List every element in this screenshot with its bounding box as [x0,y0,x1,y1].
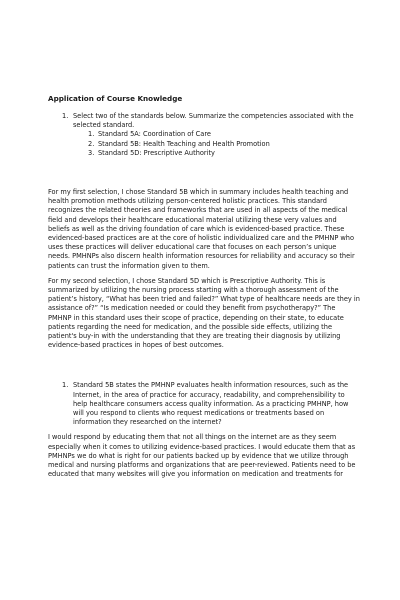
standard-label: Standard 5D: Prescriptive Authority [98,148,215,157]
question-1-text: Select two of the standards below. Summarize the competencies associated with the selected standard. [73,112,354,130]
question-1-prompt [62,112,360,130]
standard-number: 2. [88,139,95,148]
question-1-number: 1. [62,112,69,120]
standard-label: Standard 5B: Health Teaching and Health Promotion [98,139,270,148]
question-1 [62,112,360,158]
standard-number: 1. [88,130,95,139]
standard-label: Standard 5A: Coordination of Care [98,130,211,139]
standard-item [88,140,360,149]
answer-paragraph-internet-response: I would respond by educating them that not all things on the internet are as they seem especially when it comes to utilizing evidence-based practices. I would educate them that as PMHNPs we do what is right for our patients backed up by evidence that we utilize through medical and nursing platforms and organizations that are peer-reviewed. Patients need to be educated that many websites will give you information on medication and treatments for [48,433,356,479]
standard-item [88,149,360,158]
standards-list [62,130,360,158]
answer-paragraph-first-selection: For my first selection, I chose Standard 5B which in summary includes health teaching and health promotion methods utilizing person-centered holistic practices. This standard recognizes the related theories and frameworks that are used in all aspects of the medical field and develops their healthcare educational material utilizing these very values and beliefs as well as the driving foundation of care which is evidenced-based practice. These evidenced-based practices are at the core of holistic individualized care and the PMHNP who uses these practices will deliver educational care that focuses on each person’s unique needs. PMHNPs also discern health information resources for reliability and accuracy so their patients can trust the information given to them. [48,188,355,270]
question-2-number: 1. [62,381,69,390]
answer-paragraph-second-selection: For my second selection, I chose Standard 5D which is Prescriptive Authority. This is summarized by utilizing the nursing process starting with a thorough assessment of the patient’s history, “What has been tried and failed?” What type of healthcare needs are they in assistance of?” “Is medication needed or could they benefit from psychotherapy?” The PMHNP in this standard uses their scope of practice, depending on their state, to educate patients regarding the need for medication, and the possible side effects, utilizing the patient's buy-in with the understanding that they are treating their diagnosis by utilizing evidence-based practices in hopes of best outcomes. [48,276,360,350]
question-2 [62,381,360,427]
document-page [48,94,360,480]
question-2-text: Standard 5B states the PMHNP evaluates health information resources, such as the Internet, in the area of practice for accuracy, readability, and comprehensibility to help healthcare consumers access quality information. As a practicing PMHNP, how will you respond to clients who request medications or treatments based on information they researched on the internet? [73,381,349,427]
section-heading: Application of Course Knowledge [48,94,183,103]
standard-item [88,130,360,139]
standard-number: 3. [88,148,95,157]
